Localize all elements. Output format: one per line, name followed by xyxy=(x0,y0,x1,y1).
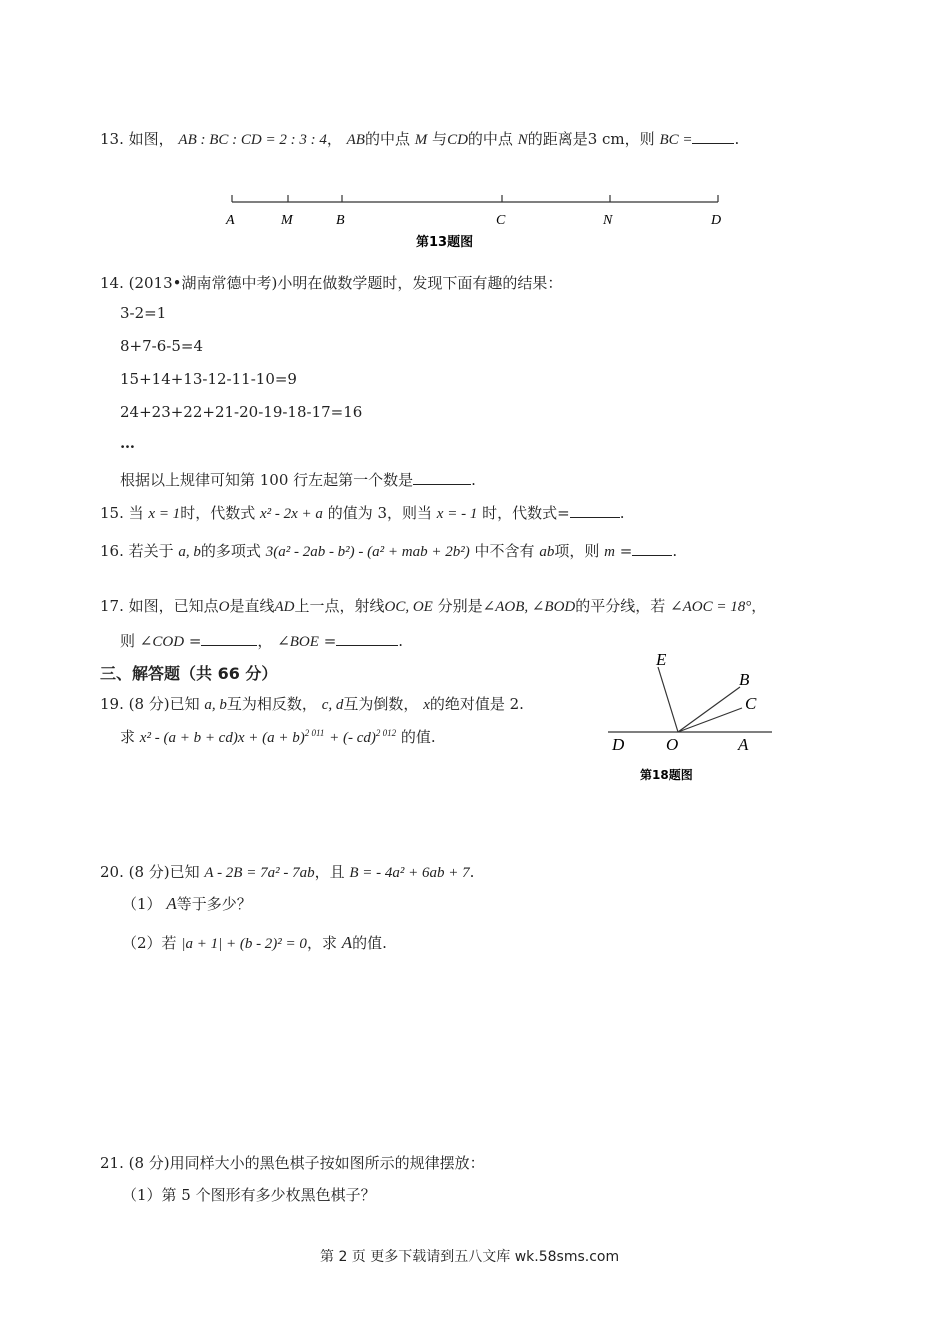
fig13-point-d: D xyxy=(711,213,722,228)
answer-blank[interactable] xyxy=(336,631,398,646)
figure-13 xyxy=(220,190,730,254)
q21-title: 21. (8 分)用同样大小的黑色棋子按如图所示的规律摆放： xyxy=(100,1154,485,1172)
fig13-point-c: C xyxy=(496,213,506,228)
q16-text: 16. 若关于 a, b的多项式 3(a² - 2ab - b²) - (a² + mab + 2b²) 中不含有 ab项，则 m = . xyxy=(100,542,678,560)
section-title: 三、解答题（共 66 分） xyxy=(100,664,278,683)
fig13-point-n: N xyxy=(603,213,613,228)
q14-ask: 根据以上规律可知第 100 行左起第一个数是 . xyxy=(120,471,476,489)
answer-blank[interactable] xyxy=(413,470,471,485)
fig18-label-e: E xyxy=(656,650,667,669)
answer-blank[interactable] xyxy=(692,129,734,144)
q13-ratio: AB : BC : CD = 2 : 3 : 4 xyxy=(178,132,327,148)
answer-blank[interactable] xyxy=(570,503,620,518)
q19-ask: 求 $x^2 - (a + b + cd)x + (a + b)^{2 011}$ + (- cd)$^{2 012}$ 的值. xyxy=(120,728,436,746)
fig18-label-d: D xyxy=(612,735,625,754)
figure-18 xyxy=(600,645,780,790)
q14-line-2: 8+7-6-5=4 xyxy=(120,337,203,355)
fig18-caption: 第18题图 xyxy=(640,768,693,782)
q14-line-5: … xyxy=(120,434,135,452)
q14-line-1: 3-2=1 xyxy=(120,304,167,322)
q20-sub-1: （1） A等于多少？ xyxy=(122,894,252,913)
fig13-point-a: A xyxy=(226,213,235,228)
q20-sub-2: （2）若 |a + 1| + (b - 2)² = 0，求 A的值. xyxy=(122,933,387,952)
q17-text: 17. 如图，已知点O是直线AD上一点，射线OC, OE 分别是∠AOB, ∠BOD的平分线，若 ∠AOC = 18°， xyxy=(100,597,767,615)
fig13-point-b: B xyxy=(336,213,345,228)
q21-sub-1: （1）第 5 个图形有多少枚黑色棋子？ xyxy=(122,1186,376,1204)
q15-text: 15. 当 x = 1时，代数式 x² - 2x + a 的值为 3，则当 x = - 1 时，代数式= . xyxy=(100,504,625,522)
fig13-caption: 第13题图 xyxy=(416,235,474,250)
q14-line-3: 15+14+13-12-11-10=9 xyxy=(120,370,297,388)
answer-blank[interactable] xyxy=(201,631,257,646)
q14-line-4: 24+23+22+21-20-19-18-17=16 xyxy=(120,403,363,421)
q14-title: 14. (2013•湖南常德中考)小明在做数学题时，发现下面有趣的结果： xyxy=(100,274,563,292)
fig18-label-b: B xyxy=(739,670,750,689)
page-footer: 第 2 页 更多下载请到五八文库 wk.58sms.com xyxy=(320,1249,620,1265)
fig18-label-a: A xyxy=(738,735,749,754)
q13-text: 13. 如图， AB : BC : CD = 2 : 3 : 4， AB的中点 M 与CD的中点 N的距离是3 cm，则 BC = . xyxy=(100,130,740,148)
fig18-label-c: C xyxy=(745,694,757,713)
q17-answers: 则 ∠COD = ， ∠BOE = . xyxy=(120,632,404,650)
answer-blank[interactable] xyxy=(632,541,672,556)
fig13-point-m: M xyxy=(281,213,293,228)
q20-text: 20. (8 分)已知 A - 2B = 7a² - 7ab，且 B = - 4a² + 6ab + 7. xyxy=(100,863,475,881)
fig18-label-o: O xyxy=(666,735,679,754)
q19-text: 19. (8 分)已知 a, b互为相反数， c, d互为倒数， x的绝对值是 2. xyxy=(100,695,524,713)
